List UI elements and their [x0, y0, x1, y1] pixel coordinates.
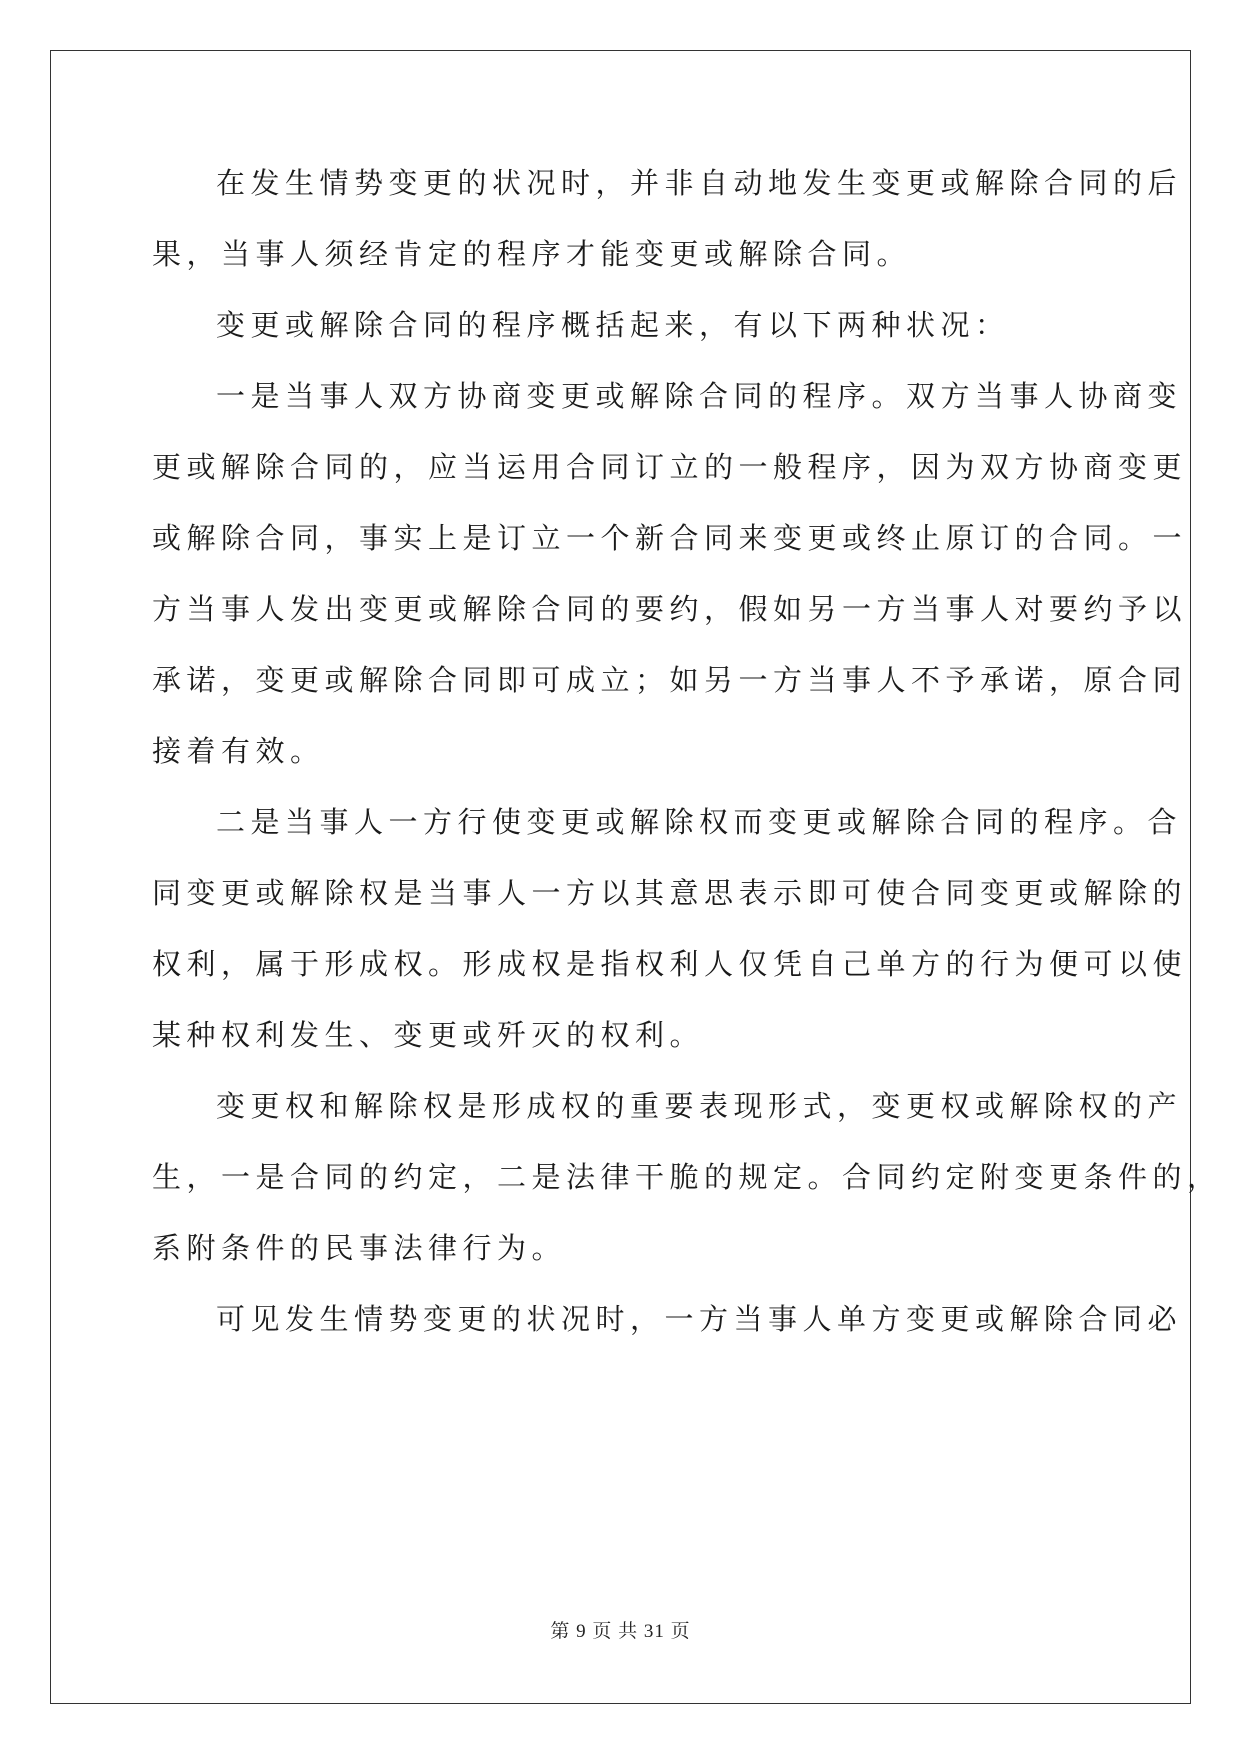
- text-line: 同变更或解除权是当事人一方以其意思表示即可使合同变更或解除的: [152, 876, 1188, 910]
- text-line: 承诺，变更或解除合同即可成立；如另一方当事人不予承诺，原合同: [152, 663, 1188, 697]
- text-line: 果，当事人须经肯定的程序才能变更或解除合同。: [152, 237, 912, 271]
- text-line: 一是当事人双方协商变更或解除合同的程序。双方当事人协商变: [216, 379, 1183, 413]
- page-number: 第 9 页 共 31 页: [550, 1621, 691, 1642]
- text-line: 在发生情势变更的状况时，并非自动地发生变更或解除合同的后: [216, 166, 1183, 200]
- text-line: 某种权利发生、变更或歼灭的权利。: [152, 1018, 705, 1052]
- text-line: 或解除合同，事实上是订立一个新合同来变更或终止原订的合同。一: [152, 521, 1188, 555]
- text-line: 权利，属于形成权。形成权是指权利人仅凭自己单方的行为便可以使: [152, 947, 1188, 981]
- text-line: 更或解除合同的，应当运用合同订立的一般程序，因为双方协商变更: [152, 450, 1188, 484]
- text-line: 生，一是合同的约定，二是法律干脆的规定。合同约定附变更条件的，: [152, 1160, 1222, 1194]
- text-line: 变更或解除合同的程序概括起来，有以下两种状况：: [216, 308, 1010, 342]
- text-line: 系附条件的民事法律行为。: [152, 1231, 567, 1265]
- text-line: 可见发生情势变更的状况时，一方当事人单方变更或解除合同必: [216, 1302, 1183, 1336]
- text-line: 变更权和解除权是形成权的重要表现形式，变更权或解除权的产: [216, 1089, 1183, 1123]
- text-line: 方当事人发出变更或解除合同的要约，假如另一方当事人对要约予以: [152, 592, 1188, 626]
- text-line: 二是当事人一方行使变更或解除权而变更或解除合同的程序。合: [216, 805, 1183, 839]
- text-line: 接着有效。: [152, 734, 325, 768]
